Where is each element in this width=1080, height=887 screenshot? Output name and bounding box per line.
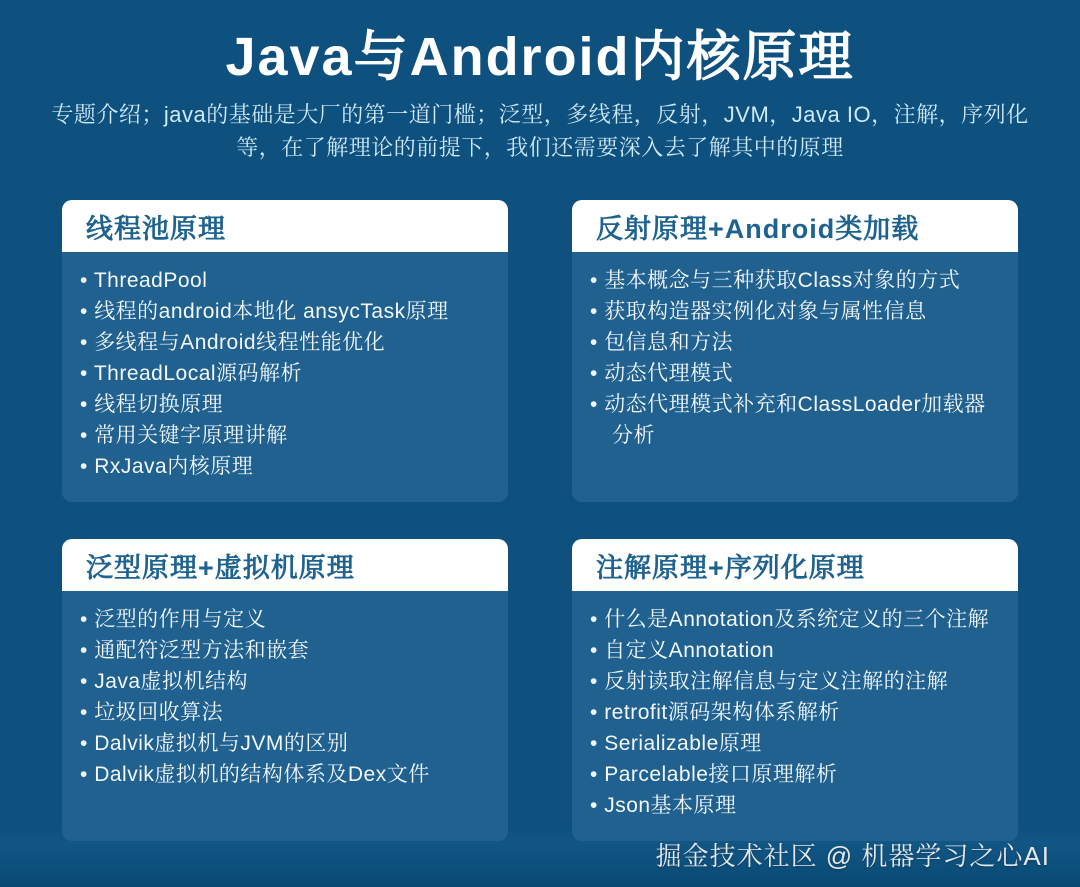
list-item [590,728,1004,759]
card-header [62,200,508,252]
card-annotation-serialization [572,539,1018,841]
card-generics-vm [62,539,508,841]
bullet-icon: • [80,393,95,416]
list-item [590,697,1004,728]
list-item [590,666,1004,697]
card-title: 注解原理+序列化原理 [596,552,865,583]
list-item-text: 包信息和方法 [604,331,734,354]
card-item-list [572,591,1018,841]
list-item [80,759,494,790]
list-item-text: 线程切换原理 [94,393,224,416]
list-item-text: 常用关键字原理讲解 [94,424,288,447]
bullet-icon: • [590,701,605,724]
list-item-text: 基本概念与三种获取Class对象的方式 [604,269,961,292]
bullet-icon: • [590,269,605,292]
bullet-icon: • [590,670,605,693]
bullet-icon: • [590,362,605,385]
bullet-icon: • [80,455,95,478]
list-item-text: Dalvik虚拟机与JVM的区别 [94,732,349,755]
bullet-icon: • [80,608,95,631]
list-item-text: 垃圾回收算法 [94,701,224,724]
list-item-text: ThreadLocal源码解析 [93,362,303,385]
subtitle-line-2: 等，在了解理论的前提下，我们还需要深入去了解其中的原理 [236,135,844,160]
list-item-text: 反射读取注解信息与定义注解的注解 [604,670,949,693]
list-item [590,604,1004,635]
list-item [80,604,494,635]
list-item [80,420,494,451]
bullet-icon: • [590,639,605,662]
card-grid [62,200,1018,841]
list-item [590,358,1004,389]
bullet-icon: • [590,794,605,817]
bullet-icon: • [80,424,95,447]
card-header [572,200,1018,252]
bullet-icon: • [80,362,94,385]
bullet-icon: • [80,670,95,693]
list-item-text: 多线程与Android线程性能优化 [94,331,386,354]
card-header [572,539,1018,591]
list-item [80,666,494,697]
list-item [80,389,494,420]
bullet-icon: • [590,732,605,755]
bullet-icon: • [80,732,95,755]
list-item [590,265,1004,296]
list-item [590,296,1004,327]
card-item-list [572,252,1018,502]
list-item [80,265,494,296]
list-item [80,728,494,759]
card-title: 反射原理+Android类加载 [596,213,920,244]
list-item-text: Serializable原理 [604,732,762,755]
list-item [80,697,494,728]
bullet-icon: • [590,608,605,631]
bullet-icon: • [590,393,605,416]
list-item-text: Dalvik虚拟机的结构体系及Dex文件 [94,763,430,786]
page-subtitle [0,98,1080,164]
card-title: 线程池原理 [86,213,226,244]
list-item-text: 什么是Annotation及系统定义的三个注解 [604,608,990,631]
list-item-text: 通配符泛型方法和嵌套 [94,639,310,662]
list-item-text: 获取构造器实例化对象与属性信息 [604,300,927,323]
list-item-text: Java虚拟机结构 [94,670,249,693]
card-header [62,539,508,591]
bullet-icon: • [80,763,95,786]
list-item [80,451,494,482]
footer-credit: 掘金技术社区 @ 机器学习之心AI [655,841,1050,871]
list-item-text: ThreadPool [93,269,208,292]
page-title: Java与Android内核原理 [225,27,855,87]
bullet-icon: • [80,639,95,662]
list-item-text: 自定义Annotation [604,639,775,662]
subtitle-line-1: 专题介绍；java的基础是大厂的第一道门槛；泛型，多线程，反射，JVM，Java IO，注解，序列化 [51,102,1029,127]
card-item-list [62,591,508,841]
list-item-text: 动态代理模式 [604,362,734,385]
bullet-icon: • [590,331,605,354]
list-item-text: Parcelable接口原理解析 [604,763,838,786]
bullet-icon: • [80,269,94,292]
bullet-icon: • [80,331,95,354]
list-item [590,389,1004,451]
bullet-icon: • [590,763,605,786]
list-item-text: retrofit源码架构体系解析 [604,701,840,724]
list-item [590,635,1004,666]
list-item [80,296,494,327]
bullet-icon: • [80,701,95,724]
list-item [590,790,1004,821]
list-item-text: 动态代理模式补充和ClassLoader加载器分析 [604,393,986,447]
list-item-text: 泛型的作用与定义 [94,608,267,631]
bullet-icon: • [80,300,95,323]
list-item-text: RxJava内核原理 [94,455,254,478]
card-reflection-classloading [572,200,1018,502]
list-item [80,327,494,358]
bullet-icon: • [590,300,605,323]
list-item [590,759,1004,790]
card-item-list [62,252,508,502]
card-title: 泛型原理+虚拟机原理 [86,552,355,583]
list-item [80,358,494,389]
list-item-text: 线程的android本地化 ansycTask原理 [94,300,449,323]
card-thread-pool [62,200,508,502]
list-item-text: Json基本原理 [604,794,737,817]
list-item [80,635,494,666]
list-item [590,327,1004,358]
